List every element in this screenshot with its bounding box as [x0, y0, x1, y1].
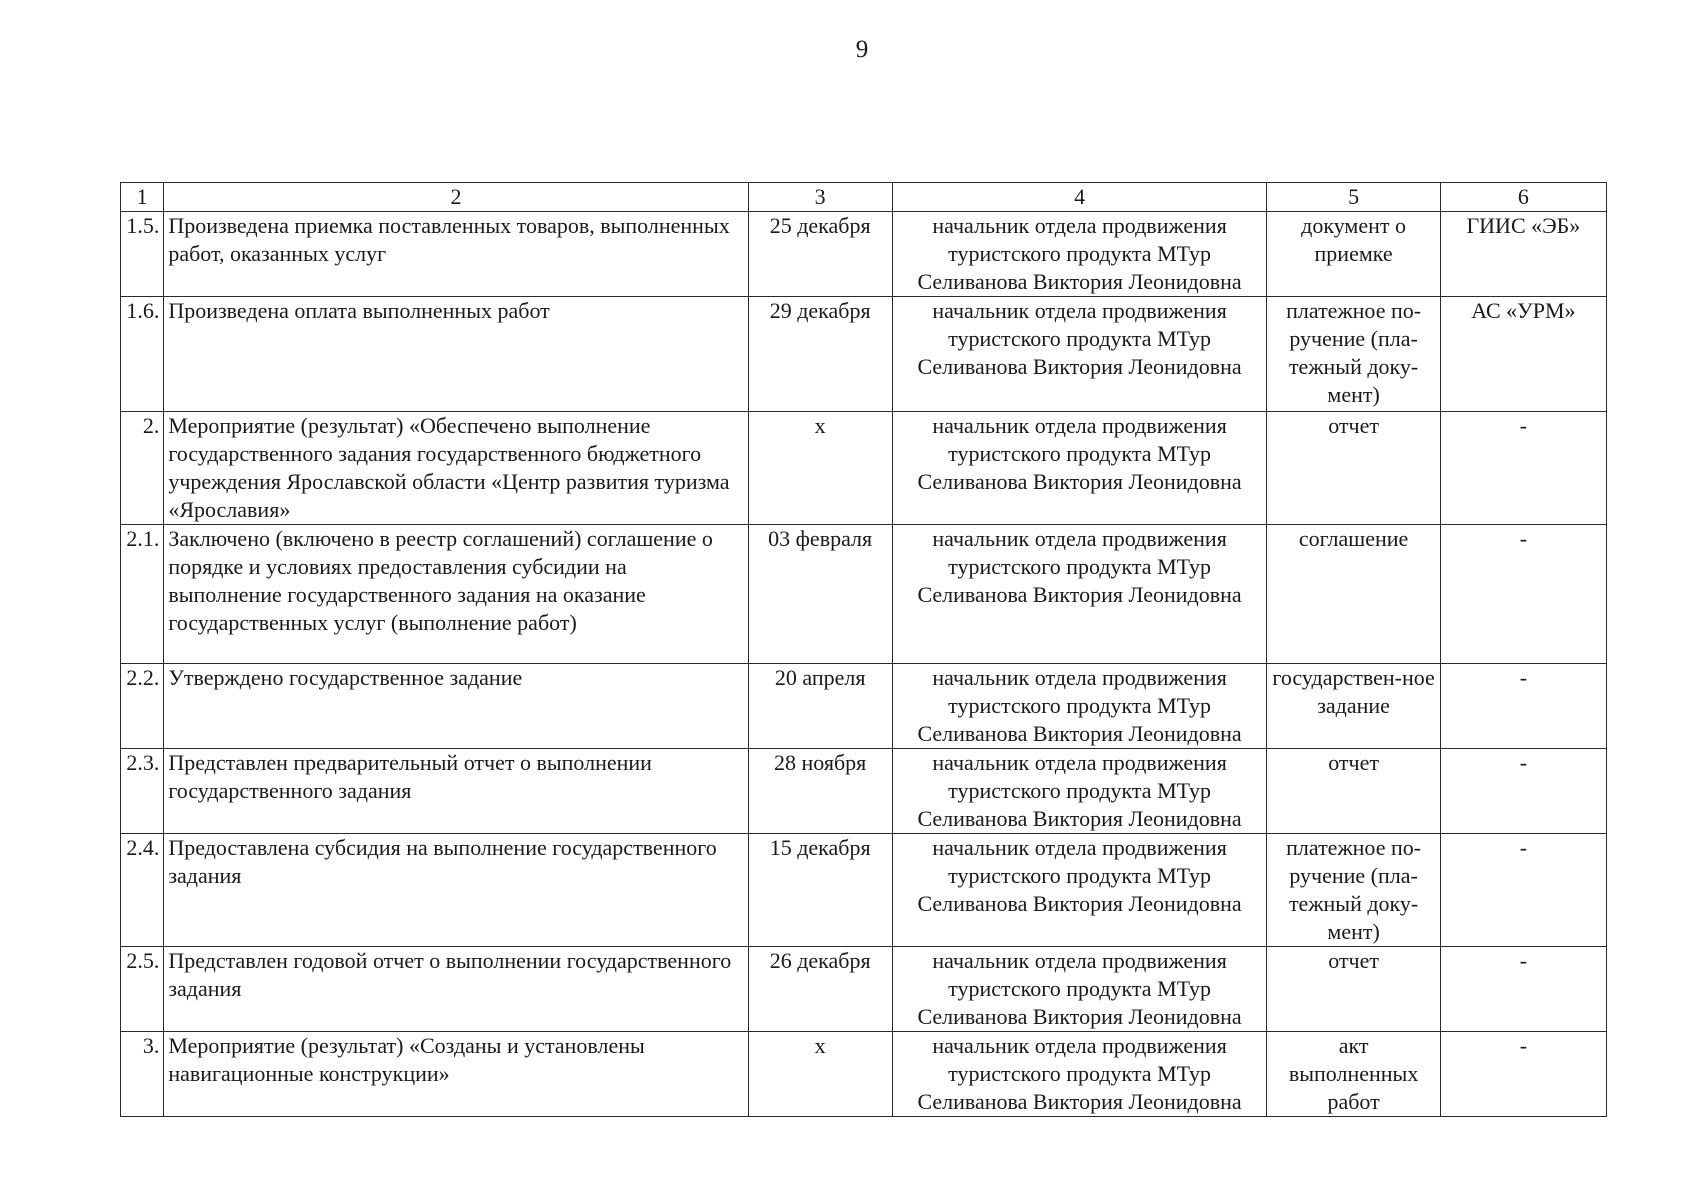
item-document: документ о приемке [1267, 212, 1440, 297]
item-document: платежное по-ручение (пла-тежный доку-мент) [1267, 297, 1440, 412]
item-document: соглашение [1267, 525, 1440, 664]
item-name: Произведена приемка поставленных товаров, выполненных работ, оказанных услуг [164, 212, 748, 297]
item-name: Утверждено государственное задание [164, 664, 748, 749]
item-responsible: начальник отдела продвижения туристского продукта МТур Селиванова Виктория Леонидовна [892, 1032, 1267, 1117]
header-cell: 5 [1267, 183, 1440, 212]
item-system: - [1440, 834, 1606, 947]
item-number: 2.1. [121, 525, 164, 664]
item-responsible: начальник отдела продвижения туристского продукта МТур Селиванова Виктория Леонидовна [892, 834, 1267, 947]
table-row [121, 664, 1607, 749]
item-name: Заключено (включено в реестр соглашений) соглашение о порядке и условиях предоставления субсидии на выполнение государственного задания на оказание государственных услуг (выполнение работ) [164, 525, 748, 664]
page-number: 9 [855, 36, 869, 63]
item-name: Мероприятие (результат) «Созданы и установлены навигационные конструкции» [164, 1032, 748, 1117]
item-date: 25 декабря [748, 212, 892, 297]
item-name: Предоставлена субсидия на выполнение государственного задания [164, 834, 748, 947]
item-number: 1.6. [121, 297, 164, 412]
item-responsible: начальник отдела продвижения туристского продукта МТур Селиванова Виктория Леонидовна [892, 664, 1267, 749]
item-date: 26 декабря [748, 947, 892, 1032]
item-number: 3. [121, 1032, 164, 1117]
item-responsible: начальник отдела продвижения туристского продукта МТур Селиванова Виктория Леонидовна [892, 297, 1267, 412]
item-responsible: начальник отдела продвижения туристского продукта МТур Селиванова Виктория Леонидовна [892, 525, 1267, 664]
item-number: 2.4. [121, 834, 164, 947]
table-row [121, 297, 1607, 412]
item-document: платежное по-ручение (пла-тежный доку-мент) [1267, 834, 1440, 947]
item-system: - [1440, 1032, 1606, 1117]
item-date: 15 декабря [748, 834, 892, 947]
item-number: 1.5. [121, 212, 164, 297]
item-number: 2.2. [121, 664, 164, 749]
item-name: Произведена оплата выполненных работ [164, 297, 748, 412]
item-responsible: начальник отдела продвижения туристского продукта МТур Селиванова Виктория Леонидовна [892, 212, 1267, 297]
item-date: 29 декабря [748, 297, 892, 412]
header-cell: 2 [164, 183, 748, 212]
item-system: - [1440, 412, 1606, 525]
item-document: отчет [1267, 947, 1440, 1032]
header-cell: 4 [892, 183, 1267, 212]
table-row [121, 212, 1607, 297]
item-document: отчет [1267, 412, 1440, 525]
item-date: 20 апреля [748, 664, 892, 749]
item-system: - [1440, 525, 1606, 664]
item-system: - [1440, 947, 1606, 1032]
table-row [121, 834, 1607, 947]
table-row [121, 412, 1607, 525]
item-name: Представлен годовой отчет о выполнении государственного задания [164, 947, 748, 1032]
item-number: 2.3. [121, 749, 164, 834]
item-date: 28 ноября [748, 749, 892, 834]
item-document: государствен-ное задание [1267, 664, 1440, 749]
item-date: 03 февраля [748, 525, 892, 664]
header-row [121, 183, 1607, 212]
header-cell: 6 [1440, 183, 1606, 212]
item-system: ГИИС «ЭБ» [1440, 212, 1606, 297]
item-document: отчет [1267, 749, 1440, 834]
item-name: Мероприятие (результат) «Обеспечено выполнение государственного задания государственного бюджетного учреждения Ярославской области «Центр развития туризма «Ярославия» [164, 412, 748, 525]
table-row [121, 749, 1607, 834]
item-system: - [1440, 664, 1606, 749]
item-system: АС «УРМ» [1440, 297, 1606, 412]
item-responsible: начальник отдела продвижения туристского продукта МТур Селиванова Виктория Леонидовна [892, 749, 1267, 834]
item-responsible: начальник отдела продвижения туристского продукта МТур Селиванова Виктория Леонидовна [892, 412, 1267, 525]
header-cell: 1 [121, 183, 164, 212]
item-responsible: начальник отдела продвижения туристского продукта МТур Селиванова Виктория Леонидовна [892, 947, 1267, 1032]
item-system: - [1440, 749, 1606, 834]
table-row [121, 1032, 1607, 1117]
item-date: х [748, 1032, 892, 1117]
table-row [121, 947, 1607, 1032]
item-document: акт выполненных работ [1267, 1032, 1440, 1117]
header-cell: 3 [748, 183, 892, 212]
table-row [121, 525, 1607, 664]
item-number: 2. [121, 412, 164, 525]
item-date: х [748, 412, 892, 525]
item-number: 2.5. [121, 947, 164, 1032]
plan-table [120, 182, 1607, 1117]
item-name: Представлен предварительный отчет о выполнении государственного задания [164, 749, 748, 834]
